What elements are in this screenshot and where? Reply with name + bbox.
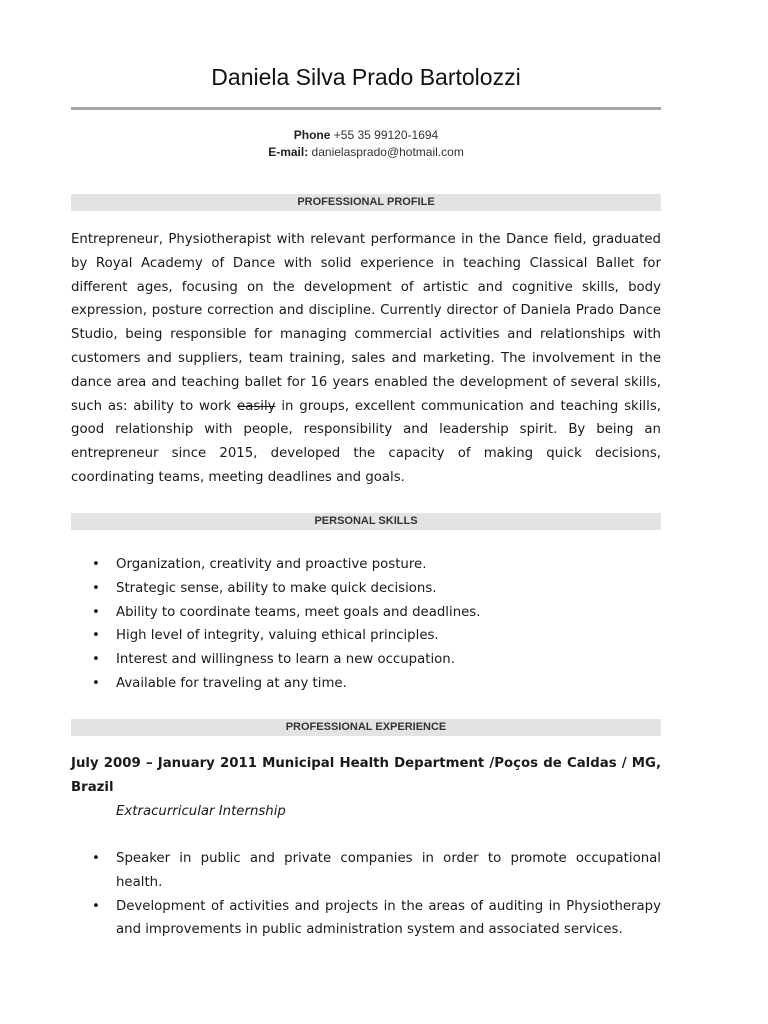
list-item: • Ability to coordinate teams, meet goals and deadlines. — [71, 601, 661, 625]
email-line — [71, 144, 661, 161]
experience-list — [71, 847, 661, 942]
list-item: • Organization, creativity and proactive posture. — [71, 553, 661, 577]
skills-list — [71, 553, 661, 696]
phone-value: +55 35 99120-1694 — [333, 128, 439, 142]
section-heading-experience: PROFESSIONAL EXPERIENCE — [71, 719, 661, 736]
job-role: Extracurricular Internship — [116, 804, 286, 819]
profile-paragraph — [71, 228, 661, 490]
profile-struck-word: easily — [237, 398, 276, 414]
job-title: July 2009 – January 2011 Municipal Health Department /Poços de Caldas / MG, Brazil — [71, 756, 661, 795]
list-item: • Interest and willingness to learn a new occupation. — [71, 648, 661, 672]
list-item: • Development of activities and projects in the areas of auditing in Physiotherapy and improvements in public administration system and associated services. — [71, 895, 661, 943]
section-heading-profile: PROFESSIONAL PROFILE — [71, 194, 661, 211]
list-item: • Speaker in public and private companies in order to promote occupational health. — [71, 847, 661, 895]
profile-text-part-1: Entrepreneur, Physiotherapist with relevant performance in the Dance field, graduated by Royal Academy of Dance with solid experience in teaching Classical Ballet for different ages, focusing on the development of artistic and cognitive skills, body expression, posture correction and discipline. Currently director of Daniela Prado Dance Studio, being responsible for managing commercial activities and relationships with customers and suppliers, team training, sales and marketing. The involvement in the dance area and teaching ballet for 16 years enabled the development of several skills, such as: ability to work — [71, 232, 661, 414]
phone-line — [71, 127, 661, 144]
profile-text-part-2: in groups, excellent communication and teaching skills, good relationship with people, responsibility and leadership spirit. By being an entrepreneur since 2015, developed the capacity of making quick decisions, coordinating teams, meeting deadlines and goals. — [71, 398, 661, 485]
phone-label: Phone — [293, 128, 331, 142]
list-item: • Strategic sense, ability to make quick decisions. — [71, 577, 661, 601]
email-value: danielasprado@hotmail.com — [311, 145, 464, 159]
email-label: E-mail: — [268, 145, 309, 159]
contact-block — [71, 127, 661, 161]
header-divider — [71, 107, 661, 110]
list-item: • High level of integrity, valuing ethical principles. — [71, 624, 661, 648]
list-item: • Available for traveling at any time. — [71, 672, 661, 696]
candidate-name: Daniela Silva Prado Bartolozzi — [211, 64, 521, 90]
section-heading-skills: PERSONAL SKILLS — [71, 513, 661, 530]
